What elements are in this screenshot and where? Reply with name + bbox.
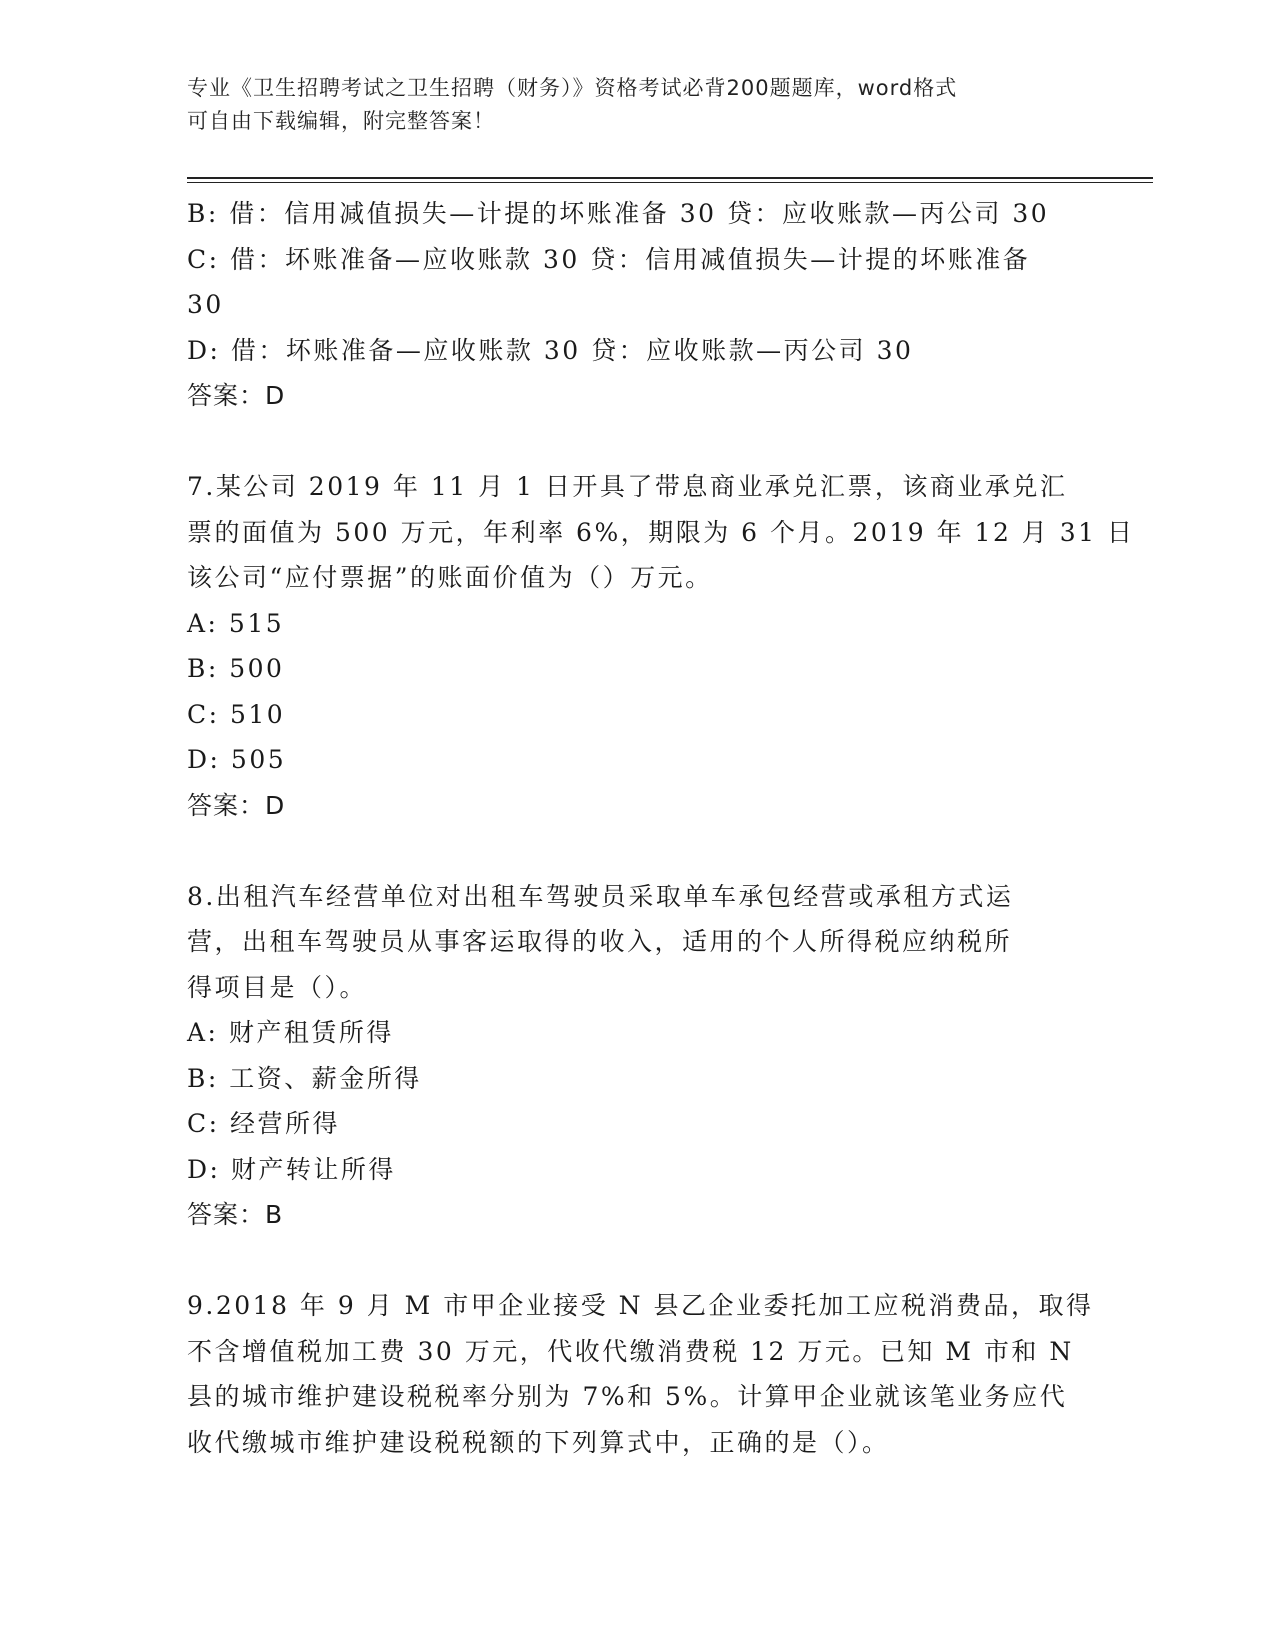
- option-c-line-2: 30: [187, 290, 224, 319]
- header-title-line-1: 专业《卫生招聘考试之卫生招聘（财务）》资格考试必背200题题库，word格式: [187, 76, 958, 100]
- option-b: B: 工资、薪金所得: [187, 1063, 422, 1093]
- question-stem-line-4: 收代缴城市维护建设税税额的下列算式中，正确的是（）。: [187, 1427, 890, 1457]
- document-body: [187, 191, 1135, 1465]
- option-c-line-1: C: 借：坏账准备—应收账款 30 贷：信用减值损失—计提的坏账准备: [187, 244, 1031, 274]
- question-stem-line-3: 县的城市维护建设税税率分别为 7%和 5%。计算甲企业就该笔业务应代: [187, 1382, 1068, 1411]
- option-c: C: 经营所得: [187, 1109, 340, 1138]
- question-stem-line-3: 得项目是（）。: [187, 972, 368, 1002]
- question-stem-line-2: 营，出租车驾驶员从事客运取得的收入，适用的个人所得税应纳税所: [187, 927, 1013, 956]
- option-a: A: 515: [187, 608, 285, 638]
- spacer: [187, 828, 1067, 874]
- option-d: D: 借：坏账准备—应收账款 30 贷：应收账款—丙公司 30: [187, 335, 914, 365]
- spacer: [187, 1238, 1067, 1284]
- answer: 答案：D: [187, 381, 286, 410]
- question-stem-line-1: 8.出租汽车经营单位对出租车驾驶员采取单车承包经营或承租方式运: [187, 881, 1014, 911]
- question-8: [187, 874, 1067, 1238]
- option-b: B: 借：信用减值损失—计提的坏账准备 30 贷：应收账款—丙公司 30: [187, 199, 1050, 228]
- header-title-line-2: 可自由下载编辑，附完整答案！: [187, 109, 495, 133]
- question-stem-line-3: 该公司“应付票据”的账面价值为（）万元。: [187, 563, 713, 592]
- question-9: [187, 1283, 1094, 1465]
- option-d: D: 505: [187, 745, 287, 774]
- document-header: [187, 72, 1087, 138]
- answer: 答案：B: [187, 1200, 284, 1229]
- question-stem-line-2: 不含增值税加工费 30 万元，代收代缴消费税 12 万元。已知 M 市和 N: [187, 1336, 1074, 1366]
- question-stem-line-1: 7.某公司 2019 年 11 月 1 日开具了带息商业承兑汇票，该商业承兑汇: [187, 472, 1068, 501]
- question-stem-line-1: 9.2018 年 9 月 M 市甲企业接受 N 县乙企业委托加工应税消费品，取得: [187, 1291, 1094, 1320]
- spacer: [187, 419, 1067, 465]
- option-b: B: 500: [187, 654, 285, 683]
- header-divider-thick: [187, 177, 1153, 179]
- header-divider-thin: [187, 182, 1153, 183]
- option-a: A: 财产租赁所得: [187, 1018, 394, 1047]
- answer: 答案：D: [187, 790, 286, 820]
- question-7: [187, 464, 1135, 828]
- question-stem-line-2: 票的面值为 500 万元，年利率 6%，期限为 6 个月。2019 年 12 月 31 日: [187, 517, 1135, 547]
- option-d: D: 财产转让所得: [187, 1154, 396, 1184]
- option-c: C: 510: [187, 699, 286, 729]
- question-6-continued: [187, 191, 1067, 419]
